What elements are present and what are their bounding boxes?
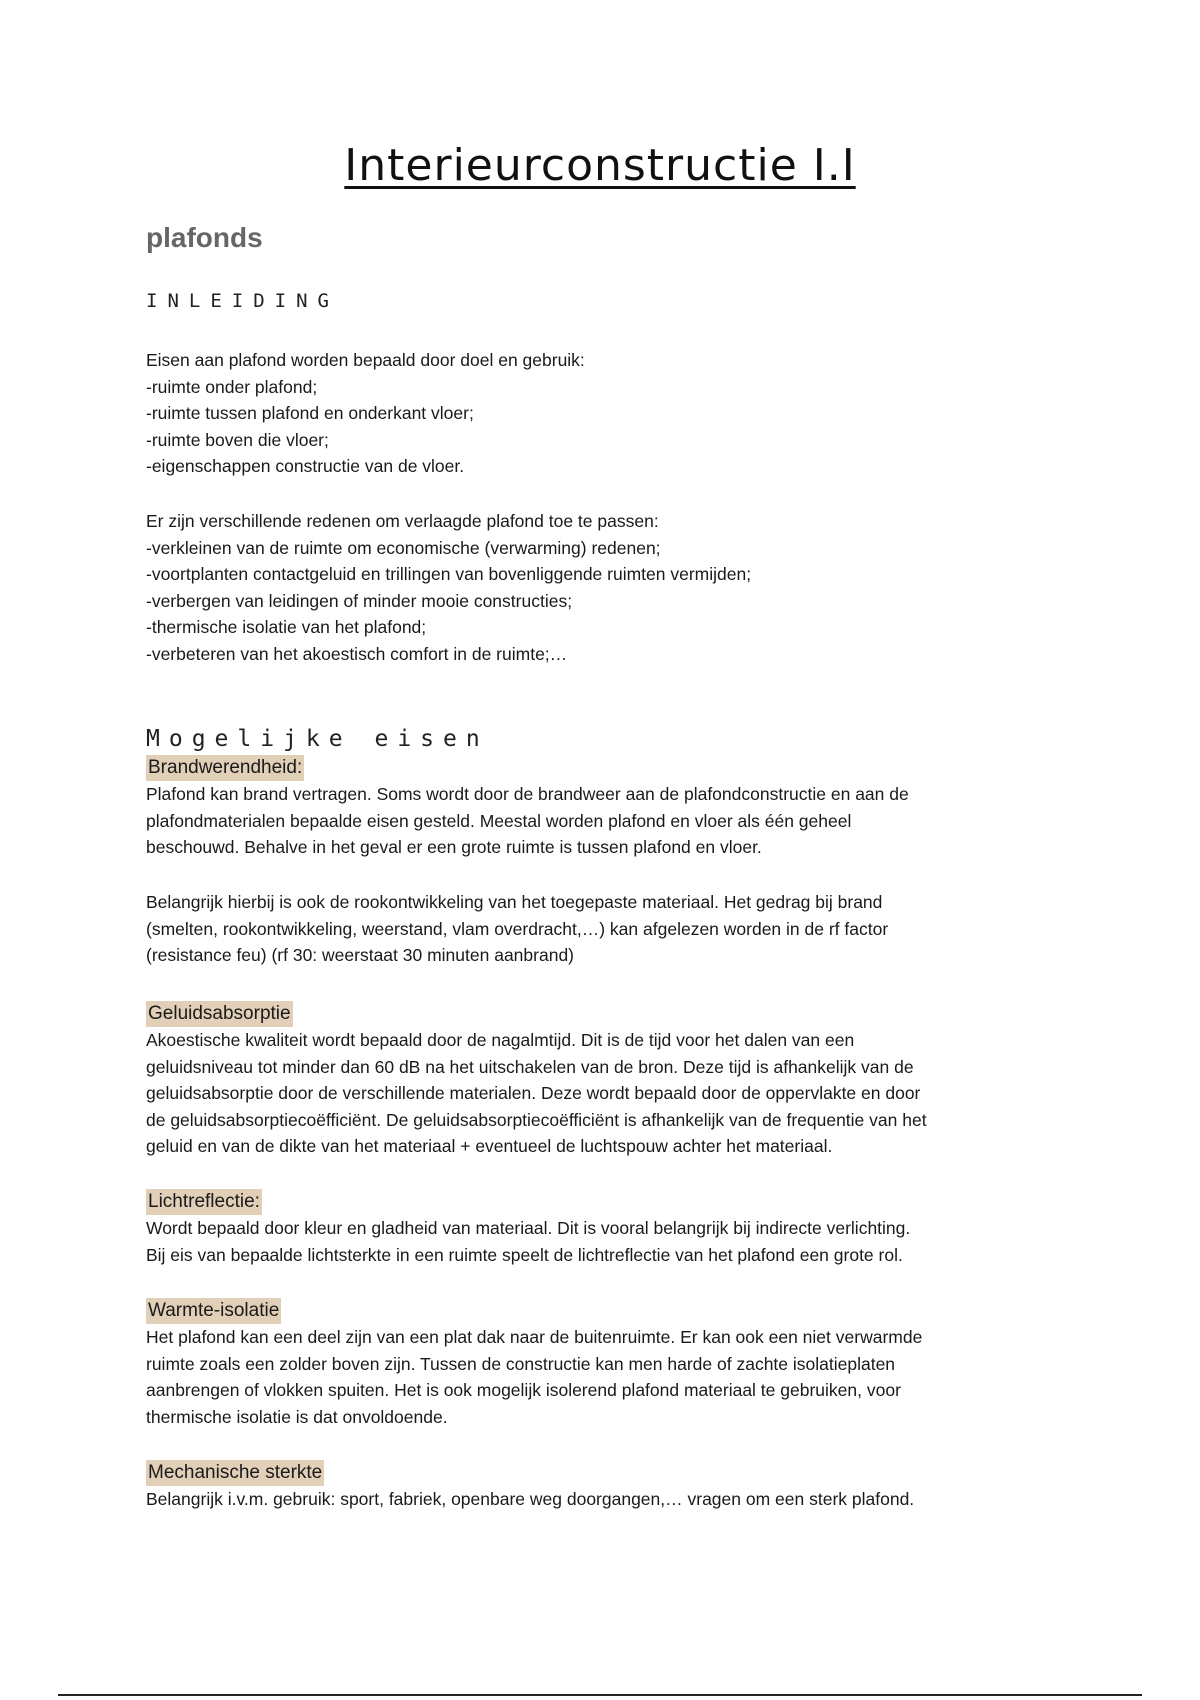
text-line: Akoestische kwaliteit wordt bepaald door de nagalmtijd. Dit is de tijd voor het dalen van een (146, 1030, 855, 1050)
bottom-divider (58, 1694, 1142, 1696)
highlighted-label: Mechanische sterkte (146, 1460, 324, 1486)
text-line: Bij eis van bepaalde lichtsterkte in een ruimte speelt de lichtreflectie van het plafond een grote rol. (146, 1244, 903, 1265)
mechanische-sterkte-section (146, 1459, 1066, 1513)
text-line: geluidsabsorptie door de verschillende materialen. Deze wordt bepaald door de oppervlakte en door (146, 1083, 921, 1103)
text-line: Belangrijk hierbij is ook de rookontwikkeling van het toegepaste materiaal. Het gedrag bij brand (146, 892, 883, 912)
highlighted-label: Geluidsabsorptie (146, 1001, 293, 1027)
text-line: (resistance feu) (rf 30: weerstaat 30 minuten aanbrand) (146, 945, 574, 965)
text-line: ruimte zoals een zolder boven zijn. Tussen de constructie kan men harde of zachte isolatieplaten (146, 1353, 896, 1374)
list-item: -verbeteren van het akoestisch comfort in de ruimte;… (146, 643, 568, 664)
text-line: thermische isolatie is dat onvoldoende. (146, 1406, 448, 1427)
list-item: -eigenschappen constructie van de vloer. (146, 456, 465, 476)
text-line: beschouwd. Behalve in het geval er een grote ruimte is tussen plafond en vloer. (146, 837, 762, 857)
list-item: -voortplanten contactgeluid en trillingen van bovenliggende ruimten vermijden; (146, 564, 752, 584)
document-title: Interieurconstructie I.I (344, 140, 856, 191)
warmte-isolatie-section (146, 1297, 1066, 1430)
intro-paragraph (146, 347, 1066, 480)
text-line: Eisen aan plafond worden bepaald door doel en gebruik: (146, 350, 585, 370)
text-line: de geluidsabsorptiecoëfficiënt. De geluidsabsorptiecoëfficiënt is afhankelijk van de frequentie van het (146, 1109, 927, 1130)
list-item: -verbergen van leidingen of minder mooie constructies; (146, 590, 573, 611)
text-line: Het plafond kan een deel zijn van een plat dak naar de buitenruimte. Er kan ook een niet verwarmde (146, 1327, 923, 1347)
list-item: -verkleinen van de ruimte om economische (verwarming) redenen; (146, 537, 661, 558)
text-line: Wordt bepaald door kleur en gladheid van materiaal. Dit is vooral belangrijk bij indirecte verlichting. (146, 1218, 911, 1238)
highlighted-label: Warmte-isolatie (146, 1298, 281, 1324)
list-item: -thermische isolatie van het plafond; (146, 617, 427, 637)
lichtreflectie-section (146, 1188, 1066, 1268)
section-heading-mogelijke-eisen: Mogelijke eisen (146, 726, 489, 752)
text-line: (smelten, rookontwikkeling, weerstand, vlam overdracht,…) kan afgelezen worden in de rf factor (146, 918, 889, 939)
text-line: aanbrengen of vlokken spuiten. Het is ook mogelijk isolerend plafond materiaal te gebruiken, voor (146, 1380, 901, 1400)
geluidsabsorptie-section (146, 1000, 1066, 1160)
text-line: geluid en van de dikte van het materiaal + eventueel de luchtspouw achter het materiaal. (146, 1136, 833, 1156)
brandwerendheid-paragraph-2 (146, 889, 1066, 969)
highlighted-label: Lichtreflectie: (146, 1189, 262, 1215)
text-line: geluidsniveau tot minder dan 60 dB na het uitschakelen van de bron. Deze tijd is afhankelijk van de (146, 1056, 914, 1077)
list-item: -ruimte onder plafond; (146, 376, 318, 397)
text-line: Er zijn verschillende redenen om verlaagde plafond toe te passen: (146, 511, 659, 531)
list-item: -ruimte boven die vloer; (146, 429, 329, 450)
highlighted-label: Brandwerendheid: (146, 755, 304, 781)
section-heading-inleiding: INLEIDING (146, 290, 339, 312)
reasons-paragraph (146, 508, 1066, 667)
document-subtitle: plafonds (146, 222, 263, 253)
text-line: Plafond kan brand vertragen. Soms wordt door de brandweer aan de plafondconstructie en aan de (146, 784, 909, 804)
brandwerendheid-section (146, 754, 1066, 861)
text-line: plafondmaterialen bepaalde eisen gesteld. Meestal worden plafond en vloer als één geheel (146, 810, 852, 831)
text-line: Belangrijk i.v.m. gebruik: sport, fabriek, openbare weg doorgangen,… vragen om een sterk plafond. (146, 1489, 915, 1509)
list-item: -ruimte tussen plafond en onderkant vloer; (146, 403, 474, 423)
